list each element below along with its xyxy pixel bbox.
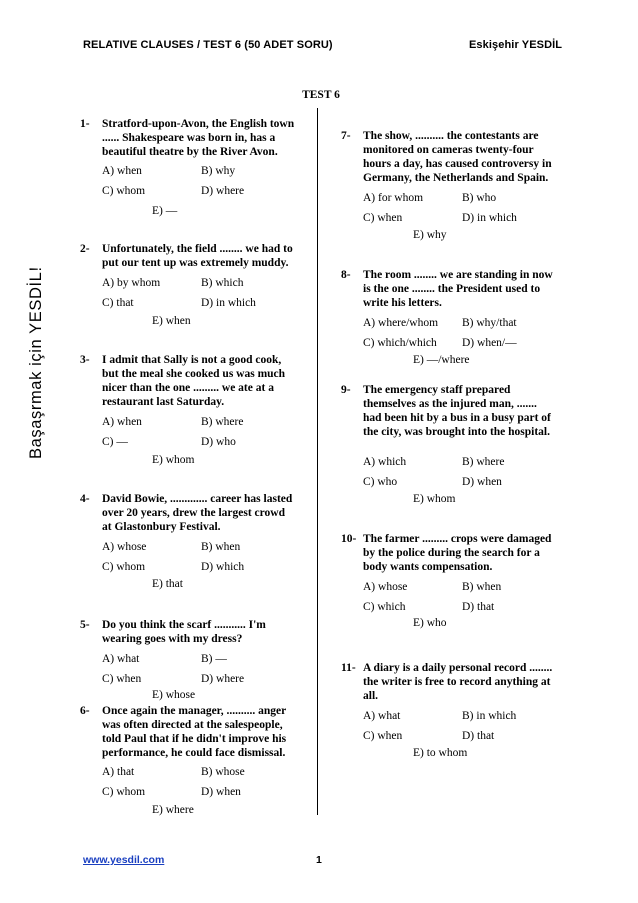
- question-text: [102, 618, 327, 646]
- option-c[interactable]: C) whom: [102, 561, 146, 573]
- option-a[interactable]: A) that: [102, 766, 135, 778]
- question-text-line: put our tent up was extremely muddy.: [102, 257, 289, 269]
- test-title: TEST 6: [302, 89, 340, 101]
- option-d[interactable]: D) when: [201, 786, 241, 798]
- option-e[interactable]: E) whose: [152, 689, 196, 701]
- question-number: 11-: [341, 662, 356, 674]
- option-c[interactable]: C) whom: [102, 185, 146, 197]
- option-a[interactable]: A) when: [102, 165, 142, 177]
- question-text: [102, 704, 327, 760]
- option-b[interactable]: B) whose: [201, 766, 245, 778]
- question-text-line: over 20 years, drew the largest crowd: [102, 507, 286, 519]
- question-text-line: The room ........ we are standing in now: [363, 269, 553, 281]
- option-b[interactable]: B) why/that: [462, 317, 517, 329]
- question-text-line: the city, was brought into the hospital.: [363, 426, 551, 438]
- question-text-line: restaurant last Saturday.: [102, 396, 225, 408]
- question-text-line: The emergency staff prepared: [363, 384, 511, 396]
- question-text: [102, 242, 327, 270]
- option-e[interactable]: E) that: [152, 578, 183, 590]
- question-text-line: A diary is a daily personal record ........: [363, 662, 553, 674]
- question-text-line: I admit that Sally is not a good cook,: [102, 354, 282, 366]
- option-c[interactable]: C) when: [363, 212, 403, 224]
- option-c[interactable]: C) —: [102, 436, 128, 448]
- footer-website-link[interactable]: www.yesdil.com: [83, 854, 165, 866]
- option-a[interactable]: A) for whom: [363, 192, 424, 204]
- option-e[interactable]: E) who: [413, 617, 447, 629]
- question-text: [363, 129, 588, 185]
- sidebar-slogan: Başaşrmak için YESDİL!: [27, 266, 45, 459]
- question-text-line: all.: [363, 690, 379, 702]
- option-d[interactable]: D) which: [201, 561, 245, 573]
- question-text: [102, 492, 327, 534]
- option-a[interactable]: A) by whom: [102, 277, 161, 289]
- option-a[interactable]: A) what: [102, 653, 140, 665]
- question-text-line: performance, he could face dismissal.: [102, 747, 286, 759]
- option-a[interactable]: A) when: [102, 416, 142, 428]
- option-b[interactable]: B) which: [201, 277, 244, 289]
- question-text: [102, 353, 327, 409]
- question-number: 1-: [80, 118, 90, 130]
- question-text-line: Do you think the scarf ........... I'm: [102, 619, 266, 631]
- option-e[interactable]: E) when: [152, 315, 191, 327]
- question-text-line: Unfortunately, the field ........ we had to: [102, 243, 293, 255]
- question-text: [363, 661, 588, 703]
- option-b[interactable]: B) when: [201, 541, 241, 553]
- option-e[interactable]: E) —: [152, 205, 178, 217]
- option-c[interactable]: C) that: [102, 297, 134, 309]
- option-d[interactable]: D) when/—: [462, 337, 517, 349]
- question-text-line: wearing goes with my dress?: [102, 633, 243, 645]
- question-text-line: told Paul that if he didn't improve his: [102, 733, 287, 745]
- question-text-line: ...... Shakespeare was born in, has a: [102, 132, 276, 144]
- option-b[interactable]: B) —: [201, 653, 227, 665]
- question-text-line: the writer is free to record anything at: [363, 676, 551, 688]
- option-b[interactable]: B) who: [462, 192, 497, 204]
- option-c[interactable]: C) whom: [102, 786, 146, 798]
- document-header-title: RELATIVE CLAUSES / TEST 6 (50 ADET SORU): [83, 39, 333, 51]
- question-text-line: The farmer ......... crops were damaged: [363, 533, 552, 545]
- question-text-line: write his letters.: [363, 297, 442, 309]
- question-text-line: Once again the manager, .......... anger: [102, 705, 287, 717]
- option-c[interactable]: C) which: [363, 601, 406, 613]
- question-text-line: The show, .......... the contestants are: [363, 130, 539, 142]
- option-d[interactable]: D) where: [201, 185, 245, 197]
- question-text: [363, 383, 588, 439]
- question-text-line: hours a day, has caused controversy in: [363, 158, 552, 170]
- page-number: 1: [316, 854, 322, 866]
- option-d[interactable]: D) when: [462, 476, 502, 488]
- question-text-line: Stratford-upon-Avon, the English town: [102, 118, 295, 130]
- question-text-line: David Bowie, ............. career has lasted: [102, 493, 293, 505]
- option-b[interactable]: B) in which: [462, 710, 517, 722]
- question-number: 8-: [341, 269, 351, 281]
- option-d[interactable]: D) in which: [462, 212, 517, 224]
- option-c[interactable]: C) when: [102, 673, 142, 685]
- option-b[interactable]: B) where: [462, 456, 505, 468]
- option-a[interactable]: A) what: [363, 710, 401, 722]
- option-e[interactable]: E) —/where: [413, 354, 470, 366]
- option-e[interactable]: E) whom: [152, 454, 195, 466]
- option-b[interactable]: B) when: [462, 581, 502, 593]
- option-a[interactable]: A) where/whom: [363, 317, 439, 329]
- option-e[interactable]: E) whom: [413, 493, 456, 505]
- question-text-line: Germany, the Netherlands and Spain.: [363, 172, 549, 184]
- option-c[interactable]: C) which/which: [363, 337, 437, 349]
- question-text-line: body wants compensation.: [363, 561, 493, 573]
- question-number: 3-: [80, 354, 90, 366]
- question-text-line: is the one ........ the President used to: [363, 283, 541, 295]
- option-d[interactable]: D) that: [462, 601, 495, 613]
- question-text-line: by the police during the search for a: [363, 547, 540, 559]
- question-text-line: monitored on cameras twenty-four: [363, 144, 534, 156]
- document-header-author: Eskişehir YESDİL: [469, 39, 563, 51]
- question-number: 7-: [341, 130, 351, 142]
- question-number: 4-: [80, 493, 90, 505]
- question-text-line: was often directed at the salespeople,: [102, 719, 283, 731]
- question-text-line: but the meal she cooked us was much: [102, 368, 286, 380]
- option-a[interactable]: A) which: [363, 456, 407, 468]
- option-b[interactable]: B) why: [201, 165, 236, 177]
- question-text: [102, 117, 327, 159]
- option-c[interactable]: C) when: [363, 730, 403, 742]
- question-text-line: at Glastonbury Festival.: [102, 521, 221, 533]
- question-number: 9-: [341, 384, 351, 396]
- question-text: [363, 532, 588, 574]
- question-text-line: themselves as the injured man, .......: [363, 398, 537, 410]
- question-number: 10-: [341, 533, 357, 545]
- option-e[interactable]: E) where: [152, 804, 194, 816]
- option-b[interactable]: B) where: [201, 416, 244, 428]
- question-text-line: beautiful theatre by the River Avon.: [102, 146, 278, 158]
- option-d[interactable]: D) who: [201, 436, 236, 448]
- option-c[interactable]: C) who: [363, 476, 398, 488]
- option-d[interactable]: D) in which: [201, 297, 256, 309]
- option-a[interactable]: A) whose: [102, 541, 147, 553]
- question-number: 6-: [80, 705, 90, 717]
- question-text-line: nicer than the one ......... we ate at a: [102, 382, 274, 394]
- option-d[interactable]: D) where: [201, 673, 245, 685]
- option-d[interactable]: D) that: [462, 730, 495, 742]
- question-text: [363, 268, 588, 310]
- question-number: 2-: [80, 243, 90, 255]
- question-text-line: had been hit by a bus in a busy part of: [363, 412, 551, 424]
- option-e[interactable]: E) why: [413, 229, 447, 241]
- question-number: 5-: [80, 619, 90, 631]
- option-e[interactable]: E) to whom: [413, 747, 468, 759]
- option-a[interactable]: A) whose: [363, 581, 408, 593]
